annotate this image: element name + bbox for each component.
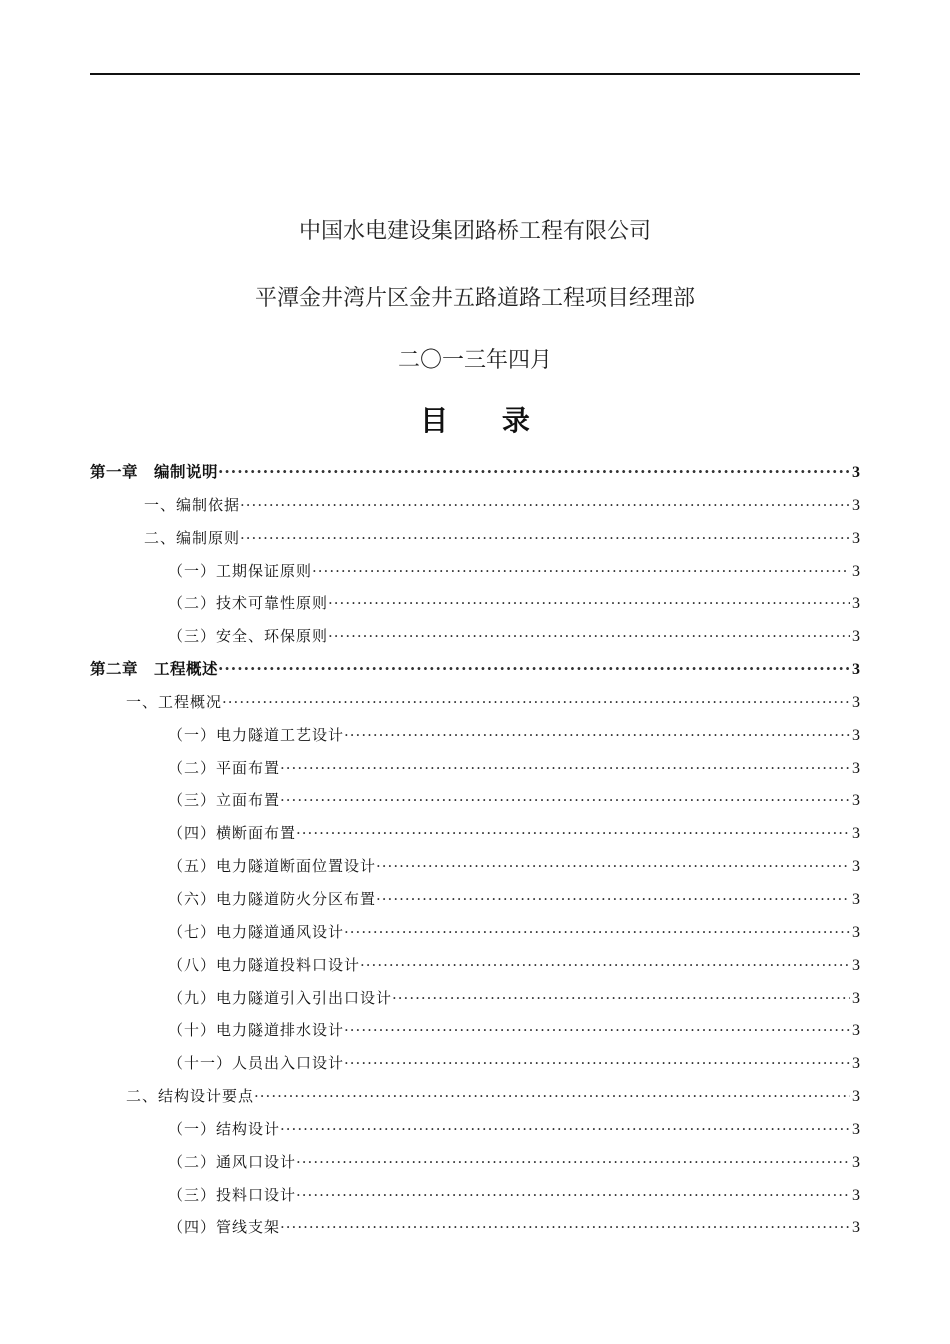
toc-entry-label: （八）电力隧道投料口设计 (168, 955, 361, 974)
toc-entry[interactable] (90, 982, 860, 1015)
toc-entry-page: 3 (852, 956, 860, 974)
toc-chapter-entry[interactable] (90, 456, 860, 489)
toc-entry-page: 3 (852, 661, 860, 679)
toc-entry-page: 3 (852, 562, 860, 580)
dot-leader (344, 1014, 850, 1047)
toc-entry-page: 3 (852, 693, 860, 711)
dot-leader (376, 883, 850, 916)
toc-chapter-entry[interactable] (90, 653, 860, 686)
dot-leader (296, 1179, 850, 1212)
toc-entry[interactable] (90, 1080, 860, 1113)
toc-entry[interactable] (90, 949, 860, 982)
toc-entry-label: （三）安全、环保原则 (168, 627, 329, 646)
toc-entry-page: 3 (852, 628, 860, 646)
toc-entry-page: 3 (852, 496, 860, 514)
toc-entry-page: 3 (852, 1120, 860, 1138)
dot-leader (296, 817, 850, 850)
toc-entry-label: （三）立面布置 (168, 791, 281, 810)
toc-entry[interactable] (90, 916, 860, 949)
dot-leader (360, 949, 850, 982)
toc-entry-label: （二）技术可靠性原则 (168, 594, 329, 613)
toc-entry-page: 3 (852, 923, 860, 941)
toc-entry-label: （三）投料口设计 (168, 1185, 297, 1204)
toc-entry-page: 3 (852, 595, 860, 613)
table-of-contents (90, 456, 860, 1244)
dot-leader (328, 587, 850, 620)
document-date: 二〇一三年四月 (397, 348, 552, 373)
toc-entry[interactable] (90, 1179, 860, 1212)
dot-leader (328, 620, 850, 653)
toc-entry[interactable] (90, 752, 860, 785)
dot-leader (312, 555, 850, 588)
toc-entry[interactable] (90, 850, 860, 883)
toc-entry[interactable] (90, 1047, 860, 1080)
toc-entry-page: 3 (852, 890, 860, 908)
toc-entry-label: （九）电力隧道引入引出口设计 (168, 988, 393, 1007)
toc-entry[interactable] (90, 522, 860, 555)
dot-leader (240, 489, 850, 522)
dot-leader (376, 850, 850, 883)
toc-entry[interactable] (90, 1146, 860, 1179)
toc-entry-page: 3 (852, 1153, 860, 1171)
toc-entry-label: （四）管线支架 (168, 1218, 281, 1237)
dot-leader (280, 752, 850, 785)
toc-entry-page: 3 (852, 1088, 860, 1106)
toc-entry-page: 3 (852, 726, 860, 744)
toc-entry-label: （十一）人员出入口设计 (168, 1054, 345, 1073)
toc-entry-label: （二）通风口设计 (168, 1152, 297, 1171)
toc-entry[interactable] (90, 1211, 860, 1244)
toc-entry-page: 3 (852, 1186, 860, 1204)
toc-entry-label: （四）横断面布置 (168, 824, 297, 843)
toc-entry[interactable] (90, 1014, 860, 1047)
dot-leader (392, 982, 850, 1015)
dot-leader (280, 784, 850, 817)
toc-entry-page: 3 (852, 464, 860, 481)
toc-entry-label: （五）电力隧道断面位置设计 (168, 857, 377, 876)
dot-leader (280, 1211, 850, 1244)
toc-entry-label: （一）电力隧道工艺设计 (168, 725, 345, 744)
dot-leader (344, 916, 850, 949)
toc-entry[interactable] (90, 1113, 860, 1146)
toc-entry-label: （六）电力隧道防火分区布置 (168, 889, 377, 908)
project-department: 平潭金井湾片区金井五路道路工程项目经理部 (254, 286, 695, 311)
toc-entry-label: 第二章 工程概述 (90, 659, 219, 679)
toc-entry-label: 一、编制依据 (144, 495, 241, 514)
toc-entry[interactable] (90, 817, 860, 850)
toc-entry-label: （七）电力隧道通风设计 (168, 922, 345, 941)
toc-entry[interactable] (90, 489, 860, 522)
toc-entry-page: 3 (852, 989, 860, 1007)
toc-entry-label: （十）电力隧道排水设计 (168, 1021, 345, 1040)
dot-leader (240, 522, 850, 555)
toc-entry-page: 3 (852, 1055, 860, 1073)
toc-entry-page: 3 (852, 858, 860, 876)
company-name: 中国水电建设集团路桥工程有限公司 (298, 219, 651, 244)
toc-entry[interactable] (90, 587, 860, 620)
toc-entry[interactable] (90, 686, 860, 719)
dot-leader (296, 1146, 850, 1179)
toc-entry-page: 3 (852, 792, 860, 810)
toc-entry-label: （一）工期保证原则 (168, 561, 313, 580)
toc-entry-page: 3 (852, 825, 860, 843)
dot-leader (218, 653, 850, 686)
toc-entry-label: （二）平面布置 (168, 758, 281, 777)
toc-entry-label: （一）结构设计 (168, 1119, 281, 1138)
toc-entry-page: 3 (852, 529, 860, 547)
toc-entry-label: 第一章 编制说明 (90, 462, 219, 481)
toc-entry[interactable] (90, 620, 860, 653)
dot-leader (218, 456, 850, 489)
dot-leader (280, 1113, 850, 1146)
dot-leader (344, 1047, 850, 1080)
toc-entry[interactable] (90, 719, 860, 752)
toc-entry-label: 二、编制原则 (144, 528, 241, 547)
toc-entry-page: 3 (852, 1022, 860, 1040)
toc-entry[interactable] (90, 784, 860, 817)
toc-title: 目 录 (420, 404, 552, 437)
dot-leader (344, 719, 850, 752)
toc-entry[interactable] (90, 555, 860, 588)
toc-entry[interactable] (90, 883, 860, 916)
toc-entry-label: 一、工程概况 (126, 692, 223, 711)
toc-entry-page: 3 (852, 759, 860, 777)
toc-entry-label: 二、结构设计要点 (126, 1087, 255, 1106)
toc-entry-page: 3 (852, 1219, 860, 1237)
header-rule (90, 73, 860, 75)
dot-leader (254, 1080, 850, 1113)
dot-leader (222, 686, 850, 719)
